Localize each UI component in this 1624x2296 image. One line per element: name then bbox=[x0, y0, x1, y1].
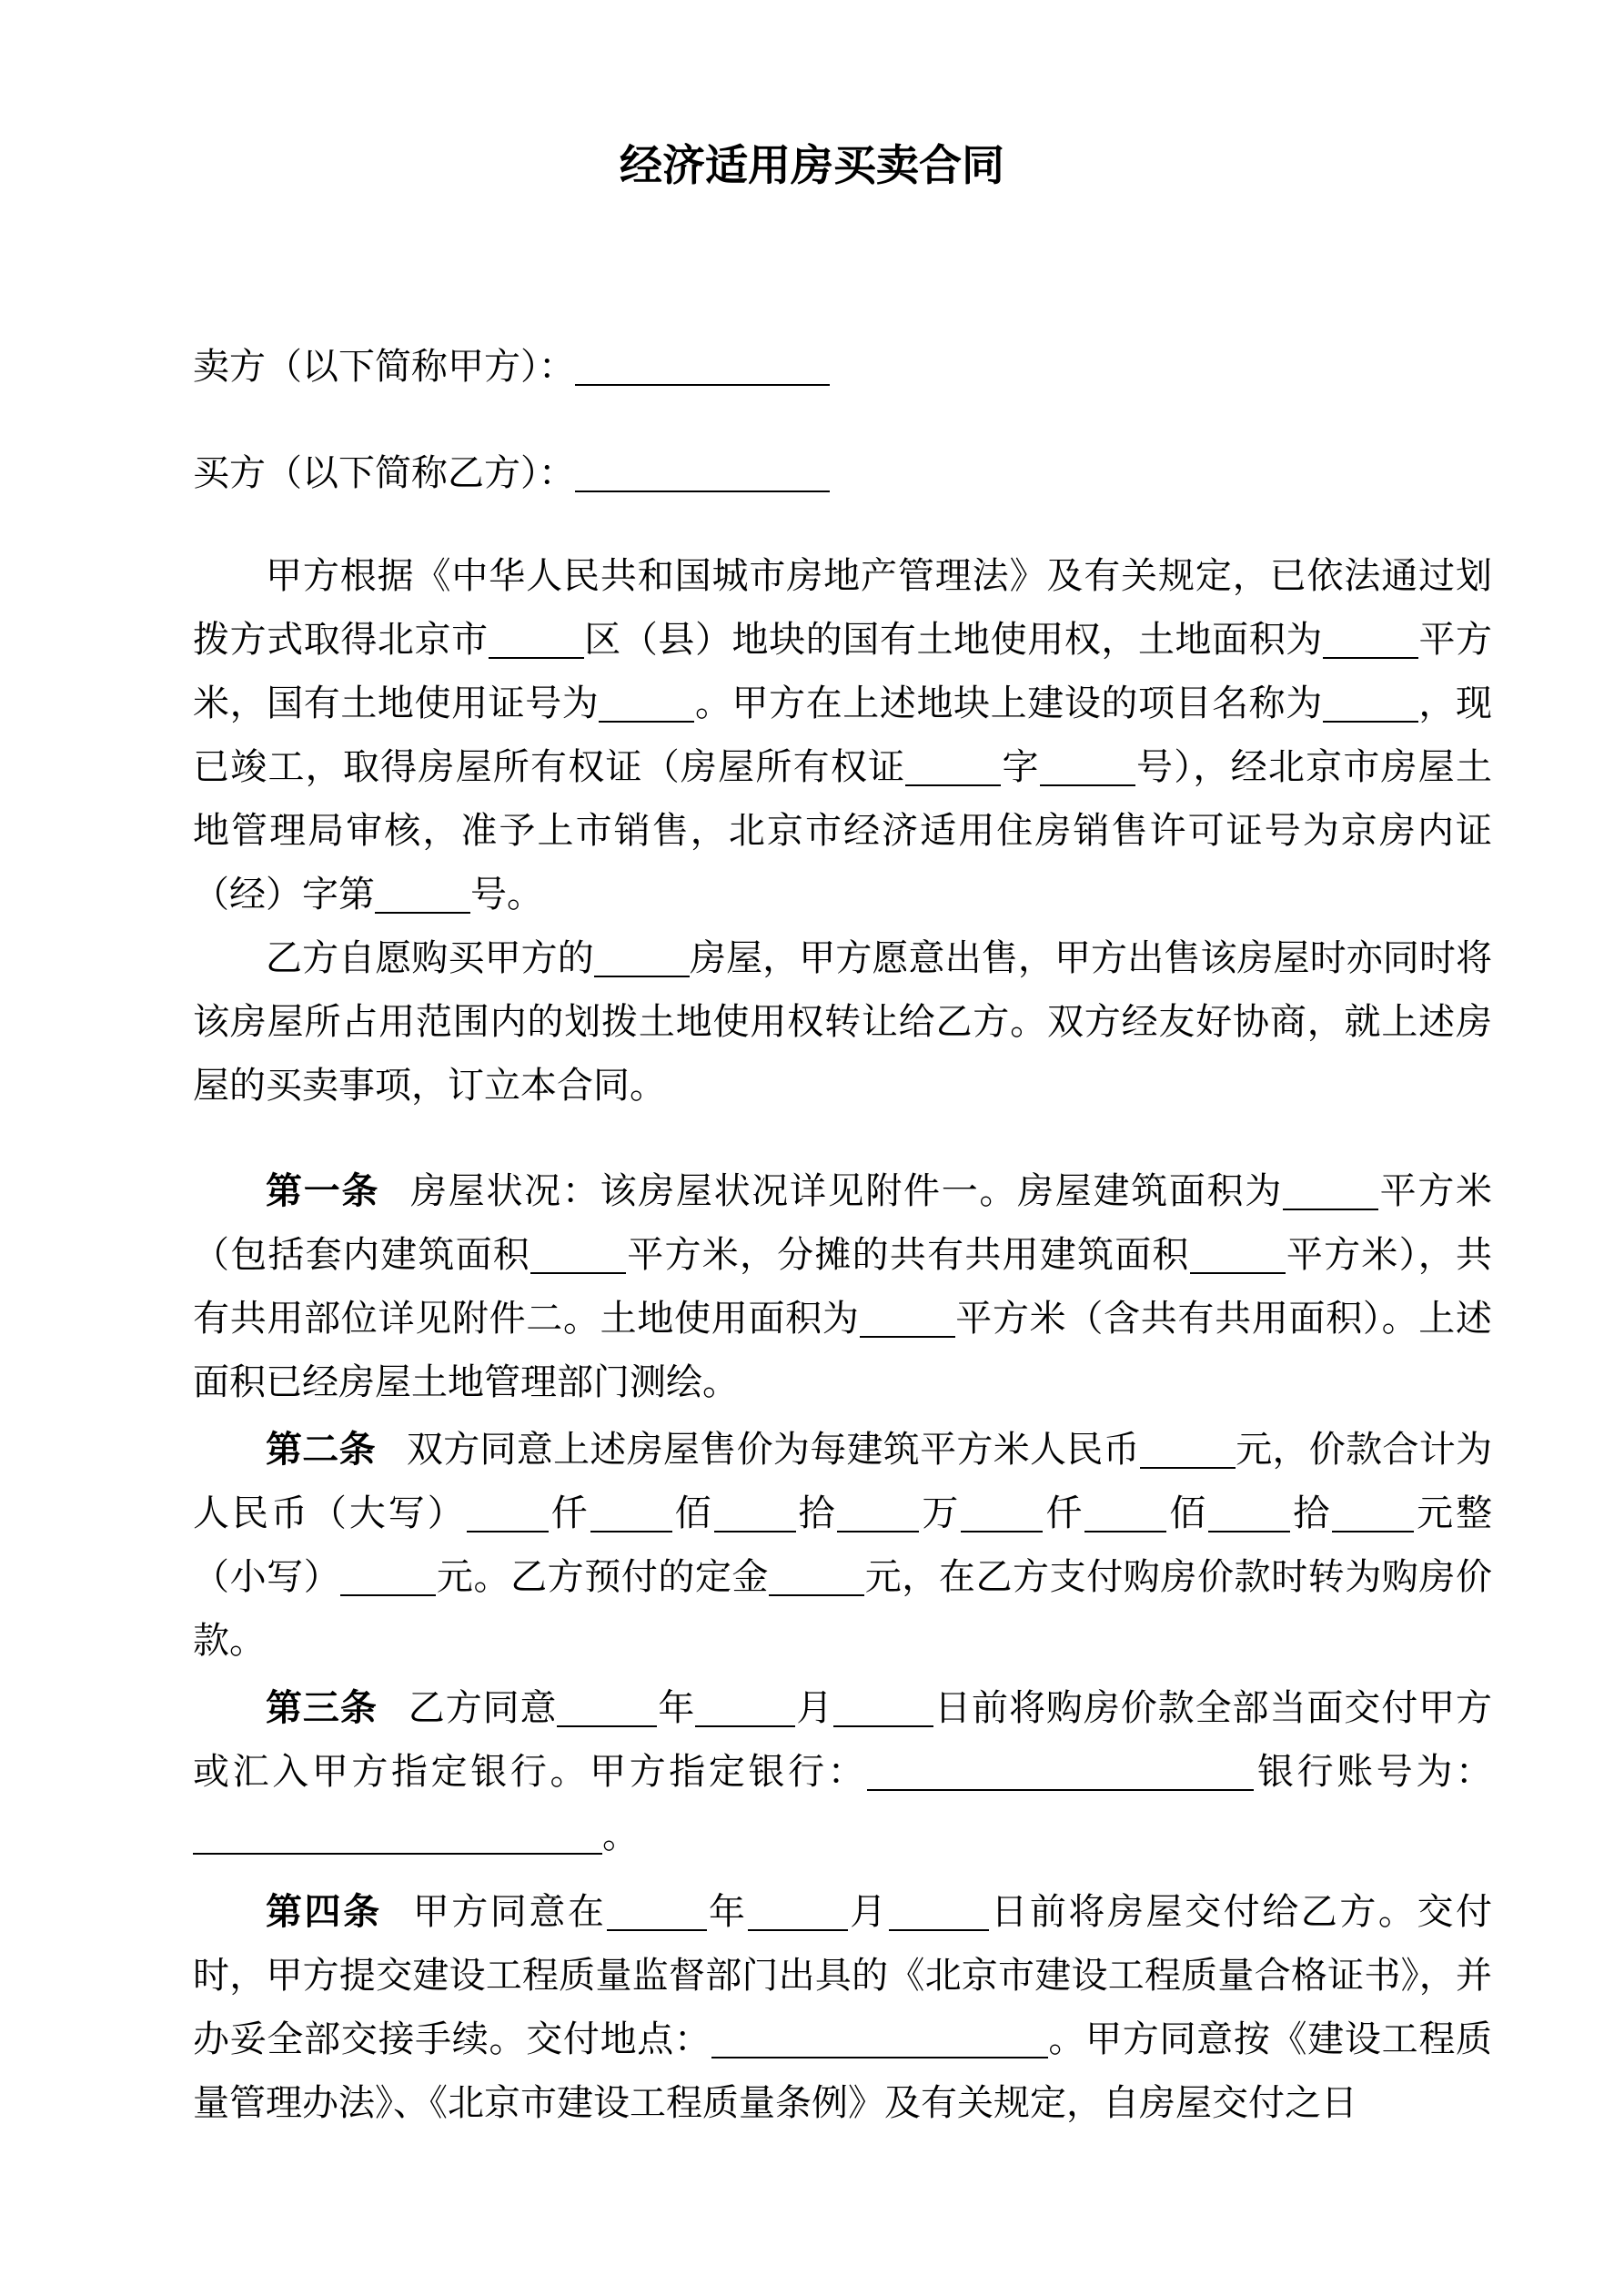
blank-field bbox=[961, 1500, 1043, 1532]
blank-field bbox=[905, 754, 1001, 786]
preamble-paragraph bbox=[193, 544, 1492, 926]
text-run: 房屋，甲方愿意出售，甲方出售该房屋时亦同时将该房屋所占用范围内的划拨土地使用权转让给乙方。双方经友好协商，就上述房屋的买卖事项，订立本合同。 bbox=[193, 937, 1493, 1106]
intent-paragraph bbox=[193, 926, 1492, 1118]
blank-field bbox=[695, 1694, 795, 1727]
text-run: 元整（小写） bbox=[193, 1492, 1493, 1597]
blank-field bbox=[1323, 626, 1418, 659]
document-title: 经济适用房买卖合同 bbox=[620, 143, 1004, 190]
text-run: 月 bbox=[847, 1891, 889, 1932]
article-3 bbox=[193, 1676, 1492, 1867]
article-1 bbox=[193, 1159, 1492, 1414]
blank-field bbox=[607, 1898, 707, 1931]
blank-field bbox=[714, 1500, 796, 1532]
text-run: 区（县）地块的国有土地使用权，土地面积为 bbox=[583, 619, 1323, 660]
paragraph-text bbox=[193, 1891, 1492, 2123]
blank-field bbox=[594, 945, 690, 977]
blank-field bbox=[599, 690, 694, 723]
paragraph-text bbox=[193, 1429, 1492, 1661]
text-run: 。甲方同意按《建设工程质量管理办法》、《北京市建设工程质量条例》及有关规定，自房屋交付之日 bbox=[193, 2018, 1493, 2123]
buyer-line bbox=[193, 441, 1492, 505]
blank-field bbox=[575, 460, 830, 492]
text-run: 平方米，国有土地使用证号为 bbox=[193, 619, 1493, 723]
article-4 bbox=[193, 1880, 1492, 2135]
blank-field bbox=[711, 2026, 1048, 2058]
blank-field bbox=[889, 1898, 989, 1931]
contract-body bbox=[193, 544, 1492, 2135]
text-run: 平方米），共有共用部位详见附件二。土地使用面积为 bbox=[193, 1234, 1493, 1339]
text-run: 甲方同意在 bbox=[412, 1891, 607, 1932]
blank-field bbox=[530, 1241, 626, 1274]
text-run: 银行账号为： bbox=[1254, 1751, 1493, 1792]
text-run: 乙方自愿购买甲方的 bbox=[266, 937, 594, 978]
blank-field bbox=[193, 1822, 602, 1855]
text-run: 拾 bbox=[1290, 1492, 1333, 1533]
blank-field bbox=[467, 1500, 549, 1532]
blank-field bbox=[860, 1305, 955, 1338]
blank-field bbox=[590, 1500, 672, 1532]
blank-field bbox=[1283, 1178, 1378, 1210]
paragraph-text bbox=[193, 937, 1492, 1106]
text-run: 。甲方在上述地块上建设的项目名称为 bbox=[694, 683, 1323, 723]
text-run: 元。乙方预付的定金 bbox=[436, 1556, 770, 1597]
text-run: 乙方同意 bbox=[408, 1687, 558, 1728]
text-run: ，现已竣工，取得房屋所有权证（房屋所有权证 bbox=[193, 683, 1493, 787]
text-run: 佰 bbox=[671, 1492, 714, 1533]
text-run: 日前将房屋交付给乙方。交付时，甲方提交建设工程质量监督部门出具的《北京市建设工程质量合格证书》，并办妥全部交接手续。交付地点： bbox=[193, 1891, 1493, 2059]
article-3-label: 第三条 bbox=[266, 1687, 378, 1728]
text-run: 元，在乙方支付购房价款时转为购房价款。 bbox=[193, 1556, 1493, 1661]
text-run: 佰 bbox=[1166, 1492, 1209, 1533]
seller-line bbox=[193, 335, 1492, 399]
blank-field bbox=[1084, 1500, 1166, 1532]
text-run: 仟 bbox=[1043, 1492, 1085, 1533]
blank-field bbox=[489, 626, 584, 659]
blank-field bbox=[1140, 1436, 1236, 1469]
text-run: 日前将购房价款全部当面交付甲方或汇入甲方指定银行。甲方指定银行： bbox=[193, 1687, 1493, 1792]
text-run: 平方米（含共有共用面积）。上述面积已经房屋土地管理部门测绘。 bbox=[193, 1298, 1493, 1402]
blank-field bbox=[833, 1694, 933, 1727]
text-run: 号。 bbox=[470, 874, 543, 915]
text-run: 卖方（以下简称甲方）： bbox=[193, 346, 575, 387]
blank-field bbox=[340, 1563, 436, 1596]
text-run: 平方米，分摊的共有共用建筑面积 bbox=[626, 1234, 1190, 1275]
blank-field bbox=[837, 1500, 919, 1532]
text-run: 元，价款合计为人民币（大写） bbox=[193, 1429, 1493, 1533]
paragraph-text bbox=[193, 555, 1492, 915]
blank-field bbox=[1040, 754, 1135, 786]
text-run: 仟 bbox=[548, 1492, 590, 1533]
paragraph-text bbox=[193, 1687, 1492, 1856]
text-run: 年 bbox=[706, 1891, 748, 1932]
text-run: 万 bbox=[919, 1492, 962, 1533]
blank-field bbox=[1208, 1500, 1290, 1532]
paragraph-text bbox=[193, 346, 830, 387]
blank-field bbox=[557, 1694, 657, 1727]
text-run: 。 bbox=[602, 1815, 639, 1856]
text-run: 房屋状况：该房屋状况详见附件一。房屋建筑面积为 bbox=[410, 1170, 1283, 1211]
blank-field bbox=[748, 1898, 848, 1931]
blank-field bbox=[1323, 690, 1418, 723]
parties-section bbox=[193, 335, 1492, 505]
article-1-label: 第一条 bbox=[266, 1170, 380, 1211]
text-run: 双方同意上述房屋售价为每建筑平方米人民币 bbox=[406, 1429, 1140, 1470]
paragraph-text bbox=[193, 452, 830, 493]
blank-field bbox=[867, 1758, 1254, 1791]
text-run: 甲方根据《中华人民共和国城市房地产管理法》及有关规定，已依法通过划拨方式取得北京市 bbox=[193, 555, 1492, 660]
text-run: 字 bbox=[1001, 746, 1040, 787]
article-2-label: 第二条 bbox=[266, 1429, 376, 1470]
text-run: 月 bbox=[795, 1687, 834, 1728]
text-run: 拾 bbox=[795, 1492, 838, 1533]
blank-field bbox=[769, 1563, 864, 1596]
paragraph-text bbox=[193, 1170, 1492, 1402]
blank-field bbox=[575, 353, 830, 386]
blank-field bbox=[1332, 1500, 1414, 1532]
article-2 bbox=[193, 1418, 1492, 1673]
blank-field bbox=[1190, 1241, 1286, 1274]
text-run: 平方米（包括套内建筑面积 bbox=[193, 1170, 1493, 1275]
text-run: 号），经北京市房屋土地管理局审核，准予上市销售，北京市经济适用住房销售许可证号为京房内证（经）字第 bbox=[193, 746, 1493, 915]
article-4-label: 第四条 bbox=[266, 1891, 382, 1932]
blank-field bbox=[375, 881, 470, 914]
text-run: 买方（以下简称乙方）： bbox=[193, 452, 575, 493]
text-run: 年 bbox=[657, 1687, 696, 1728]
